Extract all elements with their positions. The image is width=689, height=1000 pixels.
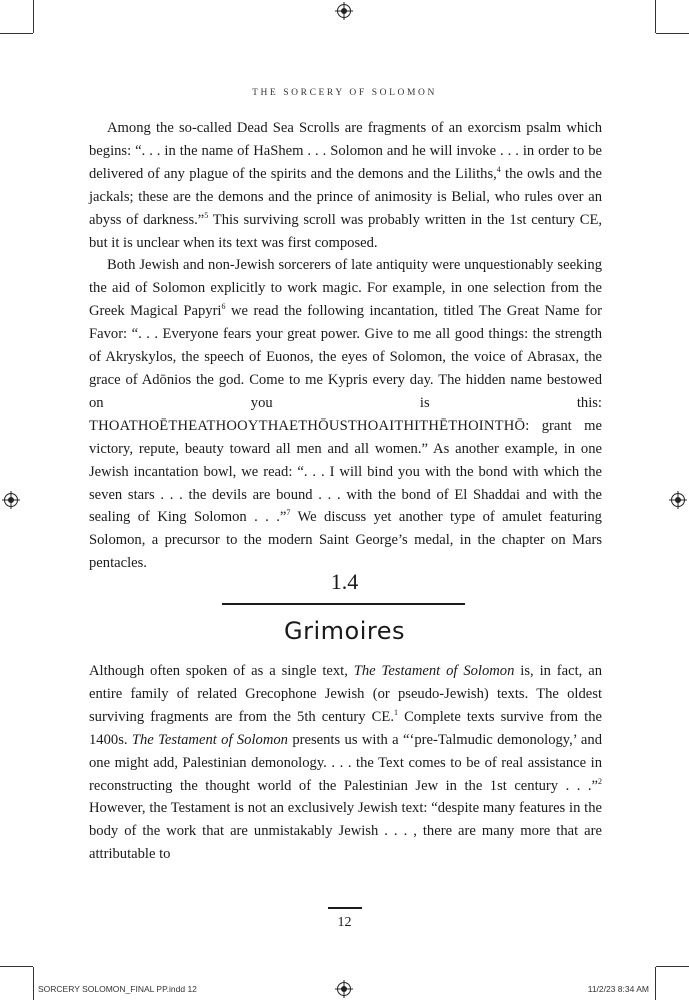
page-number: 12 <box>337 915 352 930</box>
registration-mark-right-icon <box>671 493 685 507</box>
slug-timestamp: 11/2/23 8:34 AM <box>587 984 649 994</box>
body-text-bottom <box>89 660 602 866</box>
body-text-top <box>89 117 602 575</box>
footnote-ref[interactable]: 1 <box>393 707 398 717</box>
crop-mark-bottom-left-h <box>0 966 33 967</box>
running-head: THE SORCERY OF SOLOMON <box>252 88 437 98</box>
paragraph-dead-sea-scrolls: Among the so-called Dead Sea Scrolls are fragments of an exorcism psalm which begins: “. . . in the name of HaShem . . . Solomon and he will invoke . . . in order to be delivered of any plague of the spirits and the demons and the Liliths,$^4$ the owls and the jackals; these are the demons and the prince of animosity is Belial, who rules over an abyss of darkness.”$^5$ This surviving scroll was probably written in the 1st century CE, but it is unclear when its text was first composed. <box>89 120 603 251</box>
footnote-ref[interactable]: 2 <box>598 776 602 786</box>
paragraph-grimoires: Although often spoken of as a single text, The Testament of Solomon is, in fact, an entire family of related Grecophone Jewish (or pseudo-Jewish) texts. The oldest surviving fragments are from the 5th century CE.$^1$ Complete texts survive from the 1400s. The Testament of Solomon presents us with a “‘pre-Talmudic demonology,’ and one might add, Palestinian demonology. . . . the Text comes to be of real assistance in reconstructing the thought world of the Palestinian Jew in the 1st century . . .”$^2$ However, the Testament is not an exclusively Jewish text: “despite many features in the body of the work that are unmistakably Jewish . . . , there are many more that are attributable to <box>89 663 602 863</box>
paragraph-sorcerers: Both Jewish and non-Jewish sorcerers of late antiquity were unquestionably seeking the aid of Solomon explicitly to work magic. For example, in one selection from the Greek Magical Papyri$^6$ we read the following incantation, titled The Great Name for Favor: “. . . Everyone fears your great power. Give to me all good things: the strength of Akryskylos, the speech of Euonos, the eyes of Solomon, the voice of Abrasax, the grace of Adōnios the god. Come to me Kypris every day. The hidden name bestowed on you is this: THOATHOĒTHEATHOOYTHAETHŌUSTHOAITHITHĒTHOINTHŌ: grant me victory, repute, beauty toward all men and all women.” As another example, in one Jewish incantation bowl, we read: “. . . I will bind you with the bond with which the seven stars . . . the devils are bound . . . with the bond of El Shaddai and with the sealing of King Solomon . . .”$^7$ We discuss yet another type of amulet featuring Solomon, a precursor to the modern Saint George’s medal, in the chapter on Mars pentacles. <box>89 257 602 572</box>
chapter-rule <box>222 603 465 605</box>
slug-filename: SORCERY SOLOMON_FINAL PP.indd 12 <box>38 984 197 994</box>
crop-mark-top-left-h <box>0 33 33 34</box>
registration-mark-top-icon <box>337 4 351 18</box>
footnote-ref[interactable]: 7 <box>286 508 291 518</box>
title-reference: The Testament of Solomon <box>131 731 288 748</box>
chapter-title: Grimoires <box>284 617 405 645</box>
magic-name: THOATHOĒTHEATHOOYTHAETHŌUSTHOAITHITHĒTHOINTHŌ <box>89 417 526 434</box>
crop-mark-bottom-left <box>33 967 34 1000</box>
crop-mark-top-right-h <box>656 33 689 34</box>
chapter-number: 1.4 <box>330 569 359 594</box>
crop-mark-top-left <box>33 0 34 33</box>
title-reference: The Testament of Solomon <box>353 663 515 679</box>
footnote-ref[interactable]: 4 <box>496 164 501 174</box>
registration-mark-left-icon <box>4 493 18 507</box>
crop-mark-top-right <box>655 0 656 33</box>
folio-rule <box>328 907 362 909</box>
footnote-ref[interactable]: 6 <box>221 302 226 312</box>
crop-mark-bottom-right <box>655 967 656 1000</box>
crop-mark-bottom-right-h <box>656 966 689 967</box>
registration-mark-bottom-icon <box>337 982 351 996</box>
footnote-ref[interactable]: 5 <box>204 210 209 220</box>
